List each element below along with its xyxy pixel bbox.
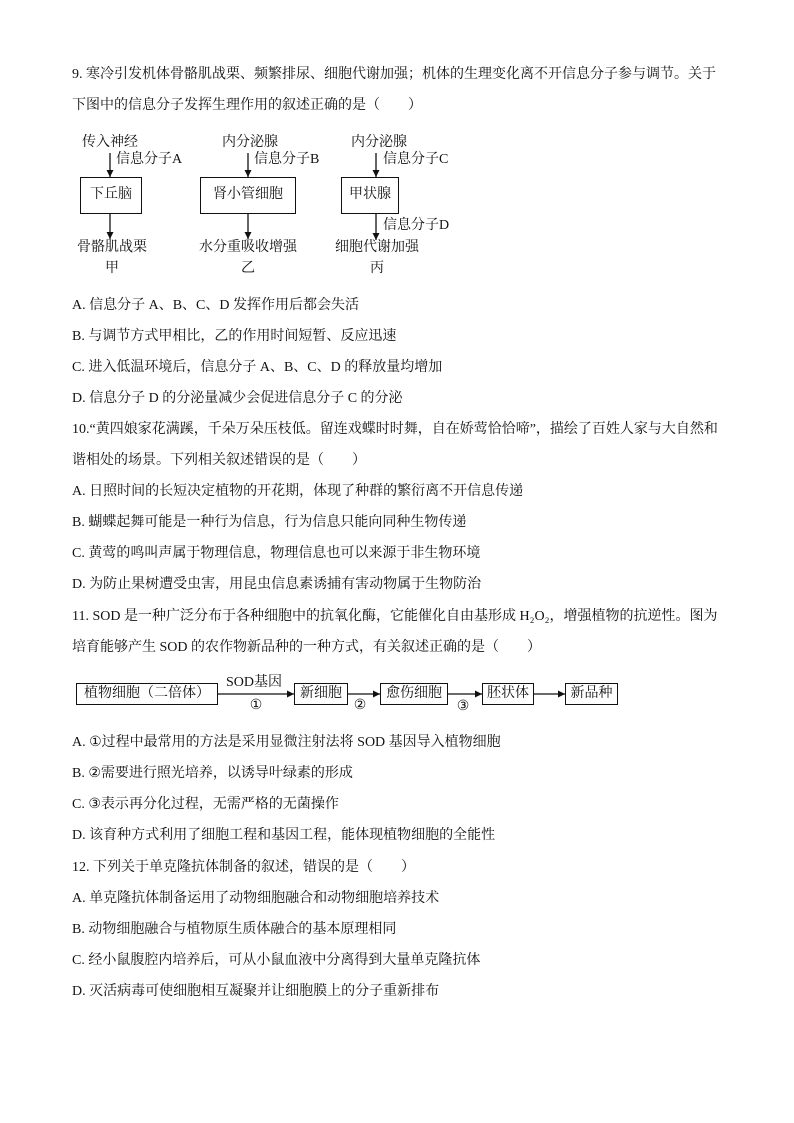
q11-step-new-variety: 新品种 [565,683,618,705]
q9-col2-source: 内分泌腺 [222,135,278,150]
q9-option-b: B. 与调节方式甲相比，乙的作用时间短暂、反应迅速 [72,329,397,344]
q9-col3-signal: 信息分子C [383,152,449,167]
q12-stem-line-1: 12. 下列关于单克隆抗体制备的叙述，错误的是（ ） [72,860,415,875]
q12-option-b: B. 动物细胞融合与植物原生质体融合的基本原理相同 [72,922,397,937]
q11-option-a: A. ①过程中最常用的方法是采用显微注射法将 SOD 基因导入植物细胞 [72,735,501,750]
q10-option-a: A. 日照时间的长短决定植物的开花期，体现了种群的繁衍离不开信息传递 [72,484,524,499]
q9-col3-effect: 细胞代谢加强 [335,240,419,255]
q11-arrow2-label-below: ② [353,698,367,713]
q9-col3-mark: 丙 [370,261,384,276]
q12-option-c: C. 经小鼠腹腔内培养后，可从小鼠血液中分离得到大量单克隆抗体 [72,953,481,968]
q12-option-a: A. 单克隆抗体制备运用了动物细胞融合和动物细胞培养技术 [72,891,440,906]
q9-option-a: A. 信息分子 A、B、C、D 发挥作用后都会失活 [72,298,360,313]
q11-option-c: C. ③表示再分化过程，无需严格的无菌操作 [72,797,339,812]
q11-stem-line-2: 培育能够产生 SOD 的农作物新品种的一种方式，有关叙述正确的是（ ） [72,640,542,655]
q9-col1-target-box: 下丘脑 [80,177,142,214]
q11-option-d: D. 该育种方式利用了细胞工程和基因工程，能体现植物细胞的全能性 [72,828,496,843]
q9-col1-source: 传入神经 [82,135,138,150]
q9-col2-effect: 水分重吸收增强 [199,240,297,255]
q9-col3-source: 内分泌腺 [351,135,407,150]
q9-col3-target-box: 甲状腺 [341,177,399,214]
q10-stem-line-2: 谐相处的场景。下列相关叙述错误的是（ ） [72,453,366,468]
q9-col2-target-box: 肾小管细胞 [200,177,296,214]
q10-option-b: B. 蝴蝶起舞可能是一种行为信息，行为信息只能向同种生物传递 [72,515,467,530]
q11-step-new-cell: 新细胞 [294,683,348,705]
q10-stem-line-1: 10.“黄四娘家花满蹊，千朵万朵压枝低。留连戏蝶时时舞，自在娇莺恰恰啼”，描绘了百姓人家与大自然和 [72,422,718,437]
q9-col1-mark: 甲 [105,261,119,276]
q9-col3-output-signal: 信息分子D [383,218,450,233]
q10-option-d: D. 为防止果树遭受虫害，用昆虫信息素诱捕有害动物属于生物防治 [72,577,482,592]
q9-col1-effect: 骨骼肌战栗 [77,240,147,255]
q9-stem-line-1: 9. 寒冷引发机体骨骼肌战栗、频繁排尿、细胞代谢加强；机体的生理变化离不开信息分子参与调节。关于 [72,67,716,82]
q10-option-c: C. 黄莺的鸣叫声属于物理信息，物理信息也可以来源于非生物环境 [72,546,481,561]
q11-step-embryoid: 胚状体 [482,683,534,705]
q9-col1-signal: 信息分子A [116,152,183,167]
q11-option-b: B. ②需要进行照光培养，以诱导叶绿素的形成 [72,766,353,781]
q9-option-d: D. 信息分子 D 的分泌量减少会促进信息分子 C 的分泌 [72,391,403,406]
q11-arrow3-label-below: ③ [456,699,470,714]
q9-col2-mark: 乙 [241,261,255,276]
q9-option-c: C. 进入低温环境后，信息分子 A、B、C、D 的释放量均增加 [72,360,443,375]
q11-arrow1-label-above: SOD基因 [225,675,282,690]
q11-stem-line-1: 11. SOD 是一种广泛分布于各种细胞中的抗氧化酶，它能催化自由基形成 H₂O₂，增强植物的抗逆性。图为 [72,609,718,624]
q9-col2-signal: 信息分子B [254,152,320,167]
q12-option-d: D. 灭活病毒可使细胞相互凝聚并让细胞膜上的分子重新排布 [72,984,440,999]
q11-arrow1-label-below: ① [249,698,263,713]
q9-stem-line-2: 下图中的信息分子发挥生理作用的叙述正确的是（ ） [72,98,422,113]
q11-step-callus-cell: 愈伤细胞 [380,683,448,705]
q11-step-plant-cell: 植物细胞（二倍体） [76,683,218,705]
